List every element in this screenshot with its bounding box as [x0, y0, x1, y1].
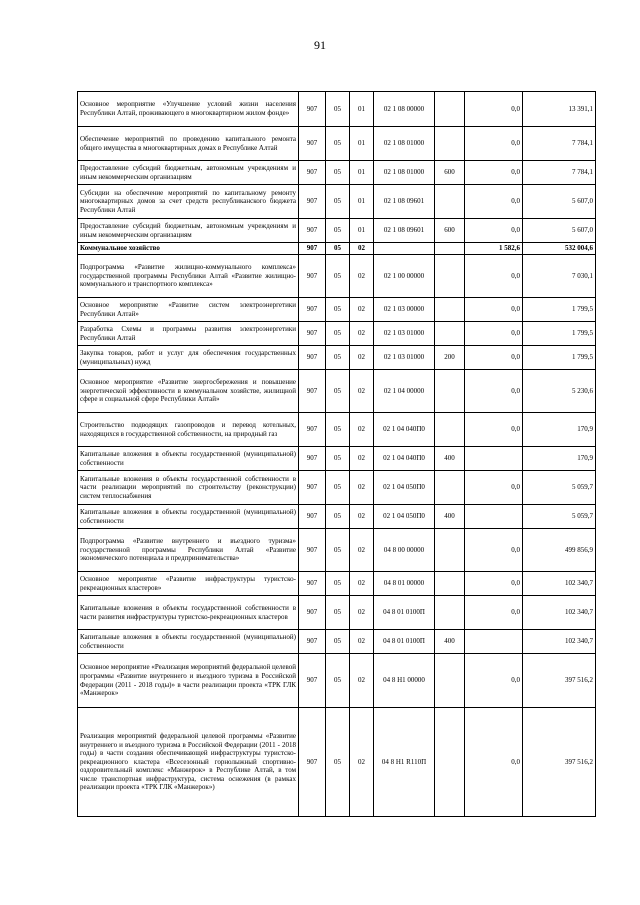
budget-table [77, 91, 596, 817]
cell-name: Основное мероприятие «Развитие систем электроэнергетики Республики Алтай» [78, 298, 299, 322]
table-row [78, 447, 596, 471]
cell-v1: 0,0 [465, 161, 523, 185]
cell-pr: 01 [350, 127, 374, 161]
cell-rz: 05 [326, 322, 350, 346]
cell-v2: 102 340,7 [523, 630, 596, 654]
table-row [78, 572, 596, 596]
cell-grbs: 907 [299, 708, 326, 817]
table-row [78, 161, 596, 185]
cell-rz: 05 [326, 447, 350, 471]
cell-v1: 0,0 [465, 654, 523, 708]
table-row [78, 596, 596, 630]
cell-v1: 0,0 [465, 370, 523, 413]
cell-v1: 0,0 [465, 596, 523, 630]
cell-csr [374, 243, 435, 255]
cell-vr [435, 370, 465, 413]
cell-vr [435, 92, 465, 127]
cell-grbs: 907 [299, 243, 326, 255]
cell-pr: 01 [350, 219, 374, 243]
cell-rz: 05 [326, 596, 350, 630]
cell-grbs: 907 [299, 127, 326, 161]
cell-vr: 600 [435, 161, 465, 185]
cell-name: Подпрограмма «Развитие внутреннего и въездного туризма» государственной программы Республики Алтай «Развитие экономического потенциала и предпринимательства» [78, 529, 299, 572]
cell-name: Капитальные вложения в объекты государственной (муниципальной) собственности [78, 505, 299, 529]
cell-pr: 02 [350, 243, 374, 255]
table-row [78, 255, 596, 298]
cell-v2: 1 799,5 [523, 346, 596, 370]
table-row [78, 471, 596, 505]
cell-name: Предоставление субсидий бюджетным, автономным учреждениям и иным некоммерческим организациям [78, 161, 299, 185]
cell-v2: 7 784,1 [523, 161, 596, 185]
cell-v2: 5 230,6 [523, 370, 596, 413]
table-row [78, 185, 596, 219]
cell-grbs: 907 [299, 161, 326, 185]
page-number: 91 [314, 38, 326, 52]
cell-v2: 5 607,0 [523, 185, 596, 219]
cell-pr: 02 [350, 572, 374, 596]
cell-grbs: 907 [299, 471, 326, 505]
cell-pr: 02 [350, 298, 374, 322]
cell-pr: 02 [350, 471, 374, 505]
cell-grbs: 907 [299, 346, 326, 370]
cell-rz: 05 [326, 572, 350, 596]
cell-pr: 01 [350, 92, 374, 127]
cell-rz: 05 [326, 92, 350, 127]
cell-v1: 0,0 [465, 322, 523, 346]
cell-v1: 0,0 [465, 92, 523, 127]
cell-grbs: 907 [299, 185, 326, 219]
cell-csr: 02 1 08 01000 [374, 127, 435, 161]
cell-v2: 170,9 [523, 413, 596, 447]
cell-v2: 13 391,1 [523, 92, 596, 127]
cell-vr [435, 471, 465, 505]
cell-v1: 0,0 [465, 219, 523, 243]
cell-rz: 05 [326, 505, 350, 529]
cell-vr [435, 708, 465, 817]
cell-name: Основное мероприятие «Развитие инфраструктуры туристско-рекреационных кластеров» [78, 572, 299, 596]
cell-v1: 0,0 [465, 127, 523, 161]
table-row [78, 413, 596, 447]
cell-name: Закупка товаров, работ и услуг для обеспечения государственных (муниципальных) нужд [78, 346, 299, 370]
cell-csr: 02 1 03 00000 [374, 298, 435, 322]
cell-name: Капитальные вложения в объекты государственной (муниципальной) собственности [78, 630, 299, 654]
cell-v1: 0,0 [465, 298, 523, 322]
cell-rz: 05 [326, 255, 350, 298]
cell-grbs: 907 [299, 529, 326, 572]
cell-name: Основное мероприятие «Улучшение условий жизни населения Республики Алтай, проживающего в многоквартирном жилом фонде» [78, 92, 299, 127]
cell-vr [435, 322, 465, 346]
cell-rz: 05 [326, 185, 350, 219]
cell-v1: 1 582,6 [465, 243, 523, 255]
cell-vr [435, 654, 465, 708]
cell-vr [435, 255, 465, 298]
cell-v2: 1 799,5 [523, 298, 596, 322]
cell-vr [435, 529, 465, 572]
cell-v1: 0,0 [465, 413, 523, 447]
cell-vr [435, 572, 465, 596]
cell-csr: 02 1 04 00000 [374, 370, 435, 413]
cell-rz: 05 [326, 630, 350, 654]
cell-csr: 02 1 04 040П0 [374, 413, 435, 447]
cell-grbs: 907 [299, 370, 326, 413]
cell-v1: 0,0 [465, 572, 523, 596]
cell-csr: 04 8 01 0100П [374, 596, 435, 630]
cell-v2: 5 607,0 [523, 219, 596, 243]
cell-v2: 102 340,7 [523, 572, 596, 596]
cell-name: Капитальные вложения в объекты государственной (муниципальной) собственности [78, 447, 299, 471]
cell-v2: 397 516,2 [523, 708, 596, 817]
cell-name: Подпрограмма «Развитие жилищно-коммунального комплекса» государственной программы Республики Алтай «Развитие жилищно-коммунального и транспортного комплекса» [78, 255, 299, 298]
cell-vr [435, 298, 465, 322]
cell-v2: 5 059,7 [523, 505, 596, 529]
cell-pr: 02 [350, 447, 374, 471]
cell-grbs: 907 [299, 92, 326, 127]
cell-v1: 0,0 [465, 708, 523, 817]
table-row [78, 370, 596, 413]
cell-rz: 05 [326, 413, 350, 447]
cell-v2: 1 799,5 [523, 322, 596, 346]
cell-grbs: 907 [299, 447, 326, 471]
table-row [78, 92, 596, 127]
cell-pr: 01 [350, 185, 374, 219]
cell-grbs: 907 [299, 630, 326, 654]
cell-pr: 02 [350, 322, 374, 346]
cell-pr: 02 [350, 370, 374, 413]
cell-csr: 04 8 01 0100П [374, 630, 435, 654]
cell-rz: 05 [326, 346, 350, 370]
cell-pr: 01 [350, 161, 374, 185]
cell-v1: 0,0 [465, 255, 523, 298]
table-row [78, 654, 596, 708]
cell-v2: 5 059,7 [523, 471, 596, 505]
cell-v2: 532 004,6 [523, 243, 596, 255]
cell-rz: 05 [326, 161, 350, 185]
cell-csr: 02 1 08 09601 [374, 185, 435, 219]
cell-vr: 400 [435, 630, 465, 654]
cell-vr [435, 127, 465, 161]
cell-csr: 02 1 08 00000 [374, 92, 435, 127]
cell-pr: 02 [350, 630, 374, 654]
table-row [78, 243, 596, 255]
cell-csr: 02 1 03 01000 [374, 322, 435, 346]
cell-name: Основное мероприятие «Реализация мероприятий федеральной целевой программы «Развитие внутреннего и въездного туризма в Российской Федерации (2011 - 2018 годы)» в части реализации проекта «ТРК ГЛК «Манжерок» [78, 654, 299, 708]
cell-rz: 05 [326, 298, 350, 322]
cell-grbs: 907 [299, 505, 326, 529]
cell-rz: 05 [326, 529, 350, 572]
cell-name: Основное мероприятие «Развитие энергосбережения и повышение энергетической эффективности в коммунальном хозяйстве, жилищной сфере и социальной сфере Республики Алтай» [78, 370, 299, 413]
cell-name: Коммунальное хозяйство [78, 243, 299, 255]
cell-grbs: 907 [299, 572, 326, 596]
cell-grbs: 907 [299, 322, 326, 346]
cell-v1: 0,0 [465, 185, 523, 219]
table-row [78, 630, 596, 654]
cell-rz: 05 [326, 370, 350, 413]
cell-csr: 02 1 08 01000 [374, 161, 435, 185]
cell-v1 [465, 447, 523, 471]
table-row [78, 298, 596, 322]
cell-grbs: 907 [299, 596, 326, 630]
cell-csr: 02 1 04 040П0 [374, 447, 435, 471]
cell-name: Обеспечение мероприятий по проведению капитального ремонта общего имущества в многоквартирных домах в Республике Алтай [78, 127, 299, 161]
cell-rz: 05 [326, 654, 350, 708]
table-row [78, 346, 596, 370]
cell-vr: 600 [435, 219, 465, 243]
cell-name: Строительство подводящих газопроводов и перевод котельных, находящихся в государственной собственности, на природный газ [78, 413, 299, 447]
cell-vr [435, 185, 465, 219]
cell-v2: 7 784,1 [523, 127, 596, 161]
cell-csr: 02 1 08 09601 [374, 219, 435, 243]
cell-pr: 02 [350, 708, 374, 817]
cell-name: Капитальные вложения в объекты государственной собственности в части развития инфраструктуры туристско-рекреационных кластеров [78, 596, 299, 630]
cell-v2: 7 030,1 [523, 255, 596, 298]
table-row [78, 708, 596, 817]
cell-pr: 02 [350, 255, 374, 298]
cell-csr: 04 8 Н1 00000 [374, 654, 435, 708]
cell-vr: 400 [435, 447, 465, 471]
cell-rz: 05 [326, 708, 350, 817]
cell-pr: 02 [350, 346, 374, 370]
cell-rz: 05 [326, 243, 350, 255]
cell-pr: 02 [350, 505, 374, 529]
cell-vr: 200 [435, 346, 465, 370]
cell-v1: 0,0 [465, 471, 523, 505]
table-row [78, 505, 596, 529]
cell-grbs: 907 [299, 255, 326, 298]
cell-rz: 05 [326, 471, 350, 505]
cell-v1: 0,0 [465, 346, 523, 370]
cell-rz: 05 [326, 219, 350, 243]
cell-pr: 02 [350, 413, 374, 447]
cell-csr: 04 8 00 00000 [374, 529, 435, 572]
cell-v2: 102 340,7 [523, 596, 596, 630]
cell-v2: 397 516,2 [523, 654, 596, 708]
cell-v2: 499 856,9 [523, 529, 596, 572]
table-row [78, 219, 596, 243]
table-row [78, 322, 596, 346]
cell-csr: 02 1 03 01000 [374, 346, 435, 370]
cell-v2: 170,9 [523, 447, 596, 471]
cell-vr [435, 596, 465, 630]
cell-vr [435, 413, 465, 447]
cell-pr: 02 [350, 596, 374, 630]
cell-v1 [465, 630, 523, 654]
cell-csr: 04 8 Н1 R110П [374, 708, 435, 817]
cell-name: Реализация мероприятий федеральной целевой программы «Развитие внутреннего и въездного туризма в Российской Федерации (2011 - 2018 годы) в части создания обеспечивающей инфраструктуры туристско-рекреационного кластера «Всесезонный горнолыжный спортивно-оздоровительный комплекс «Манжерок» в Республике Алтай, в том числе транспортная инфраструктура, система оснежения (в рамках реализации проекта «ТРК ГЛК «Манжерок») [78, 708, 299, 817]
cell-name: Субсидии на обеспечение мероприятий по капитальному ремонту многоквартирных домов за счет средств республиканского бюджета Республики Алтай [78, 185, 299, 219]
cell-rz: 05 [326, 127, 350, 161]
cell-name: Капитальные вложения в объекты государственной собственности в части реализации мероприятий по строительству (реконструкции) систем теплоснабжения [78, 471, 299, 505]
cell-grbs: 907 [299, 219, 326, 243]
cell-pr: 02 [350, 529, 374, 572]
table-row [78, 529, 596, 572]
cell-csr: 02 1 04 050П0 [374, 471, 435, 505]
cell-pr: 02 [350, 654, 374, 708]
cell-name: Предоставление субсидий бюджетным, автономным учреждениям и иным некоммерческим организациям [78, 219, 299, 243]
cell-csr: 02 1 00 00000 [374, 255, 435, 298]
cell-csr: 02 1 04 050П0 [374, 505, 435, 529]
cell-vr: 400 [435, 505, 465, 529]
cell-name: Разработка Схемы и программы развития электроэнергетики Республики Алтай [78, 322, 299, 346]
cell-grbs: 907 [299, 298, 326, 322]
cell-grbs: 907 [299, 413, 326, 447]
cell-v1 [465, 505, 523, 529]
table-row [78, 127, 596, 161]
cell-csr: 04 8 01 00000 [374, 572, 435, 596]
cell-vr [435, 243, 465, 255]
cell-grbs: 907 [299, 654, 326, 708]
cell-v1: 0,0 [465, 529, 523, 572]
